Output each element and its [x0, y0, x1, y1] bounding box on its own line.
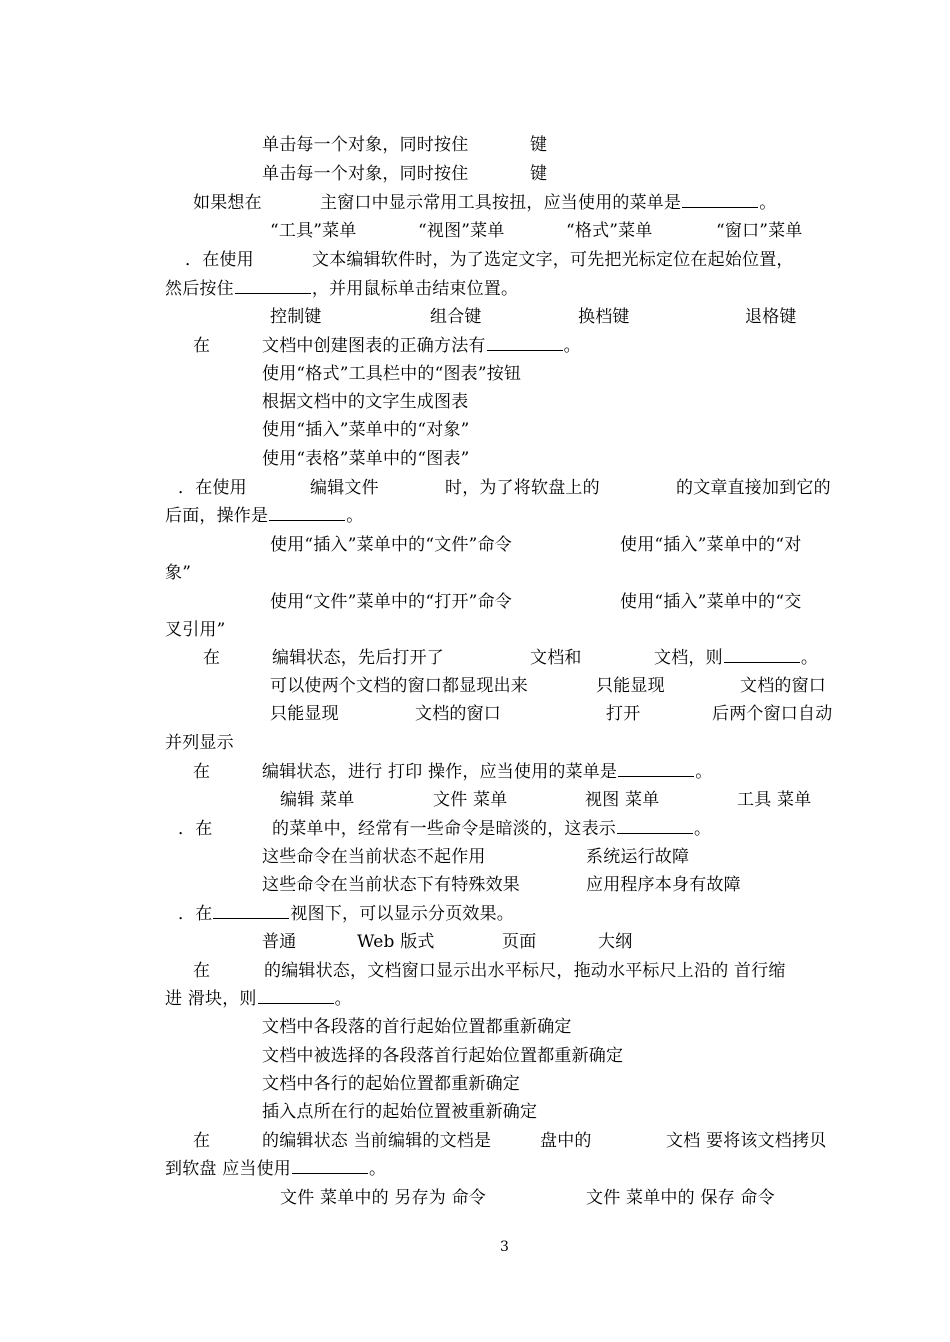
answer-blank[interactable]: [618, 762, 694, 777]
question-text: ．在使用: [185, 250, 254, 270]
option-text: 可以使两个文档的窗口都显现出来: [270, 676, 528, 696]
question-text: 文本编辑软件时，为了选定文字，可先把光标定位在起始位置，: [312, 250, 794, 270]
option-text: 文档中各段落的首行起始位置都重新确定: [262, 1017, 572, 1037]
question-text: 文档中创建图表的正确方法有 。: [262, 336, 581, 356]
question-text: 在: [193, 961, 211, 981]
question-text: 盘中的: [540, 1131, 592, 1151]
question-text: 文档，则 。: [654, 648, 819, 668]
option-text: 这些命令在当前状态不起作用: [262, 847, 486, 867]
question-text: 的编辑状态，文档窗口显示出水平标尺，拖动水平标尺上沿的 首行缩: [264, 961, 786, 981]
option-text: 文件 菜单: [433, 790, 508, 810]
question-text: 编辑状态，先后打开了: [272, 648, 444, 668]
question-text: 编辑文件: [310, 478, 379, 498]
option-text: 使用“插入”菜单中的“对: [620, 535, 802, 555]
option-text: 编辑 菜单: [280, 790, 355, 810]
option-text: 组合键: [430, 307, 482, 327]
question-text: 在: [193, 762, 211, 782]
option-text: 普通: [262, 932, 297, 952]
option-text: 应用程序本身有故障: [586, 875, 741, 895]
question-text: 如果想在: [193, 193, 262, 213]
question-text: ．在 视图下，可以显示分页效果。: [178, 904, 515, 924]
option-text: 文件 菜单中的 保存 命令: [586, 1188, 775, 1208]
question-text: 的文章直接加到它的: [676, 478, 831, 498]
answer-blank[interactable]: [235, 279, 311, 294]
question-text: 时，为了将软盘上的: [445, 478, 600, 498]
option-text: 键: [530, 135, 548, 155]
option-text: 视图 菜单: [585, 790, 660, 810]
option-text: 单击每一个对象，同时按住: [262, 135, 469, 155]
option-text: 系统运行故障: [586, 847, 690, 867]
question-text: 然后按住 ，并用鼠标单击结束位置。: [165, 279, 519, 299]
question-text: ．在使用: [178, 478, 247, 498]
option-text: 文档中被选择的各段落首行起始位置都重新确定: [262, 1046, 624, 1066]
question-text: 文档 要将该文档拷贝: [666, 1131, 827, 1151]
option-text: 文档中各行的起始位置都重新确定: [262, 1074, 520, 1094]
question-text: 的菜单中，经常有一些命令是暗淡的，这表示 。: [272, 819, 712, 839]
question-text: 后面，操作是 。: [165, 506, 364, 526]
question-text: 主窗口中显示常用工具按扭，应当使用的菜单是 。: [320, 193, 777, 213]
question-text: 的编辑状态 当前编辑的文档是: [262, 1131, 492, 1151]
option-text: 使用“格式”工具栏中的“图表”按钮: [262, 364, 522, 384]
option-text: 换档键: [578, 307, 630, 327]
option-text: 打开: [606, 704, 641, 724]
option-text: 根据文档中的文字生成图表: [262, 392, 469, 412]
option-text: 单击每一个对象，同时按住: [262, 164, 469, 184]
question-text: ．在: [178, 819, 213, 839]
question-text: 编辑状态，进行 打印 操作，应当使用的菜单是 。: [262, 762, 713, 782]
option-text: 象”: [165, 563, 192, 583]
option-text: “窗口”菜单: [716, 221, 803, 241]
option-text: 大纲: [598, 932, 633, 952]
option-text: 工具 菜单: [737, 790, 812, 810]
option-text: 叉引用”: [165, 620, 226, 640]
option-text: 使用“文件”菜单中的“打开”命令: [270, 592, 512, 612]
option-text: 插入点所在行的起始位置被重新确定: [262, 1102, 538, 1122]
option-text: 控制键: [270, 307, 322, 327]
answer-blank[interactable]: [724, 648, 800, 663]
option-text: 页面: [502, 932, 537, 952]
option-text: 退格键: [745, 307, 797, 327]
option-text: 使用“表格”菜单中的“图表”: [262, 449, 470, 469]
option-text: 键: [530, 164, 548, 184]
option-text: “工具”菜单: [270, 221, 357, 241]
question-text: 到软盘 应当使用 。: [165, 1159, 387, 1179]
answer-blank[interactable]: [269, 506, 345, 521]
option-text: 并列显示: [165, 733, 234, 753]
option-text: Web 版式: [357, 932, 435, 952]
option-text: “视图”菜单: [418, 221, 505, 241]
page-number: 3: [500, 1239, 509, 1255]
option-text: 后两个窗口自动: [712, 704, 833, 724]
option-text: 文档的窗口: [740, 676, 826, 696]
question-text: 在: [193, 336, 211, 356]
option-text: 文件 菜单中的 另存为 命令: [280, 1188, 487, 1208]
question-text: 在: [193, 1131, 211, 1151]
answer-blank[interactable]: [617, 819, 693, 834]
answer-blank[interactable]: [213, 904, 289, 919]
question-text: 进 滑块，则 。: [165, 989, 352, 1009]
answer-blank[interactable]: [258, 989, 334, 1004]
option-text: 这些命令在当前状态下有特殊效果: [262, 875, 520, 895]
option-text: “格式”菜单: [566, 221, 653, 241]
option-text: 使用“插入”菜单中的“对象”: [262, 420, 470, 440]
option-text: 只能显现: [596, 676, 665, 696]
question-text: 在: [203, 648, 221, 668]
option-text: 使用“插入”菜单中的“文件”命令: [270, 535, 512, 555]
question-text: 文档和: [530, 648, 582, 668]
answer-blank[interactable]: [292, 1159, 368, 1174]
option-text: 文档的窗口: [415, 704, 501, 724]
answer-blank[interactable]: [682, 193, 758, 208]
option-text: 只能显现: [270, 704, 339, 724]
answer-blank[interactable]: [487, 336, 563, 351]
option-text: 使用“插入”菜单中的“交: [620, 592, 802, 612]
